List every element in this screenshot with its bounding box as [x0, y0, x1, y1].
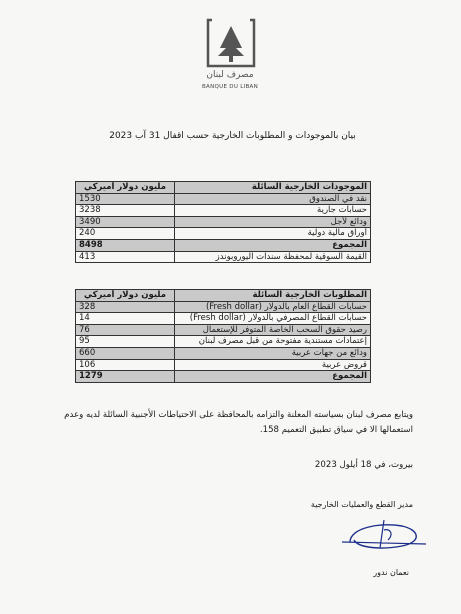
policy-paragraph: ويتابع مصرف لبنان بسياسته المعلنة والتزامه بالمحافظة على الاحتياطات الأجنبية السائلة لديه وعدم استعمالها الا في سياق تطبيق التعميم 158. — [64, 410, 413, 435]
signature-image — [340, 514, 428, 558]
table-row — [76, 251, 371, 263]
total-label: المجموع — [175, 371, 371, 383]
signatory-name: نعمان ندور — [373, 568, 409, 577]
cell-value: 14 — [76, 313, 175, 325]
table-row — [76, 347, 371, 359]
cell-value: 3490 — [76, 216, 175, 228]
table-row — [76, 205, 371, 217]
table-row — [76, 324, 371, 336]
assets-header: الموجودات الخارجية السائلة — [175, 182, 371, 194]
cell-label: نقد في الصندوق — [175, 193, 371, 205]
total-row — [76, 239, 371, 251]
unit-header: مليون دولار أميركي — [76, 290, 175, 302]
cell-value: 3238 — [76, 205, 175, 217]
logo-french-text: BANQUE DU LIBAN — [201, 84, 259, 90]
cell-label: إعتمادات مستندية مفتوحة من قبل مصرف لبنان — [175, 336, 371, 348]
cell-value: 76 — [76, 324, 175, 336]
document-date: بيروت، في 18 أيلول 2023 — [314, 460, 413, 470]
total-value: 8498 — [76, 239, 175, 251]
table-row — [76, 193, 371, 205]
cell-label: القيمة السوقية لمحفظة سندات اليوروبوندز — [175, 251, 371, 263]
cell-label: قروض عربية — [175, 359, 371, 371]
unit-header: مليون دولار أميركي — [76, 182, 175, 194]
assets-table — [75, 181, 371, 263]
liabilities-header: المطلوبات الخارجية السائلة — [175, 290, 371, 302]
cell-label: حسابات جارية — [175, 205, 371, 217]
table-row — [76, 336, 371, 348]
cedar-icon — [206, 18, 256, 68]
logo-arabic-text: مصرف لبنان — [206, 70, 254, 80]
cell-value: 413 — [76, 251, 175, 263]
cell-label: حسابات القطاع العام بالدولار (Fresh dollar) — [175, 301, 371, 313]
cell-value: 660 — [76, 347, 175, 359]
signatory-title: مدير القطع والعمليات الخارجية — [310, 500, 413, 509]
total-value: 1279 — [76, 371, 175, 383]
cell-label: حسابات القطاع المصرفي بالدولار (Fresh dollar) — [175, 313, 371, 325]
cell-value: 106 — [76, 359, 175, 371]
total-label: المجموع — [175, 239, 371, 251]
cell-value: 328 — [76, 301, 175, 313]
cell-label: ودائع من جهات عربية — [175, 347, 371, 359]
table-header-row — [76, 290, 371, 302]
cell-value: 1530 — [76, 193, 175, 205]
document-title: بيان بالموجودات و المطلوبات الخارجية حسب اقفال 31 آب 2023 — [109, 131, 356, 141]
table-row — [76, 301, 371, 313]
table-row — [76, 228, 371, 240]
liabilities-table — [75, 289, 371, 383]
table-header-row — [76, 182, 371, 194]
cell-label: ودائع لأجل — [175, 216, 371, 228]
table-row — [76, 313, 371, 325]
cell-value: 95 — [76, 336, 175, 348]
total-row — [76, 371, 371, 383]
cell-value: 240 — [76, 228, 175, 240]
table-row — [76, 359, 371, 371]
table-row — [76, 216, 371, 228]
cell-label: رصيد حقوق السحب الخاصة المتوفر للإستعمال — [175, 324, 371, 336]
cell-label: أوراق مالية دولية — [175, 228, 371, 240]
